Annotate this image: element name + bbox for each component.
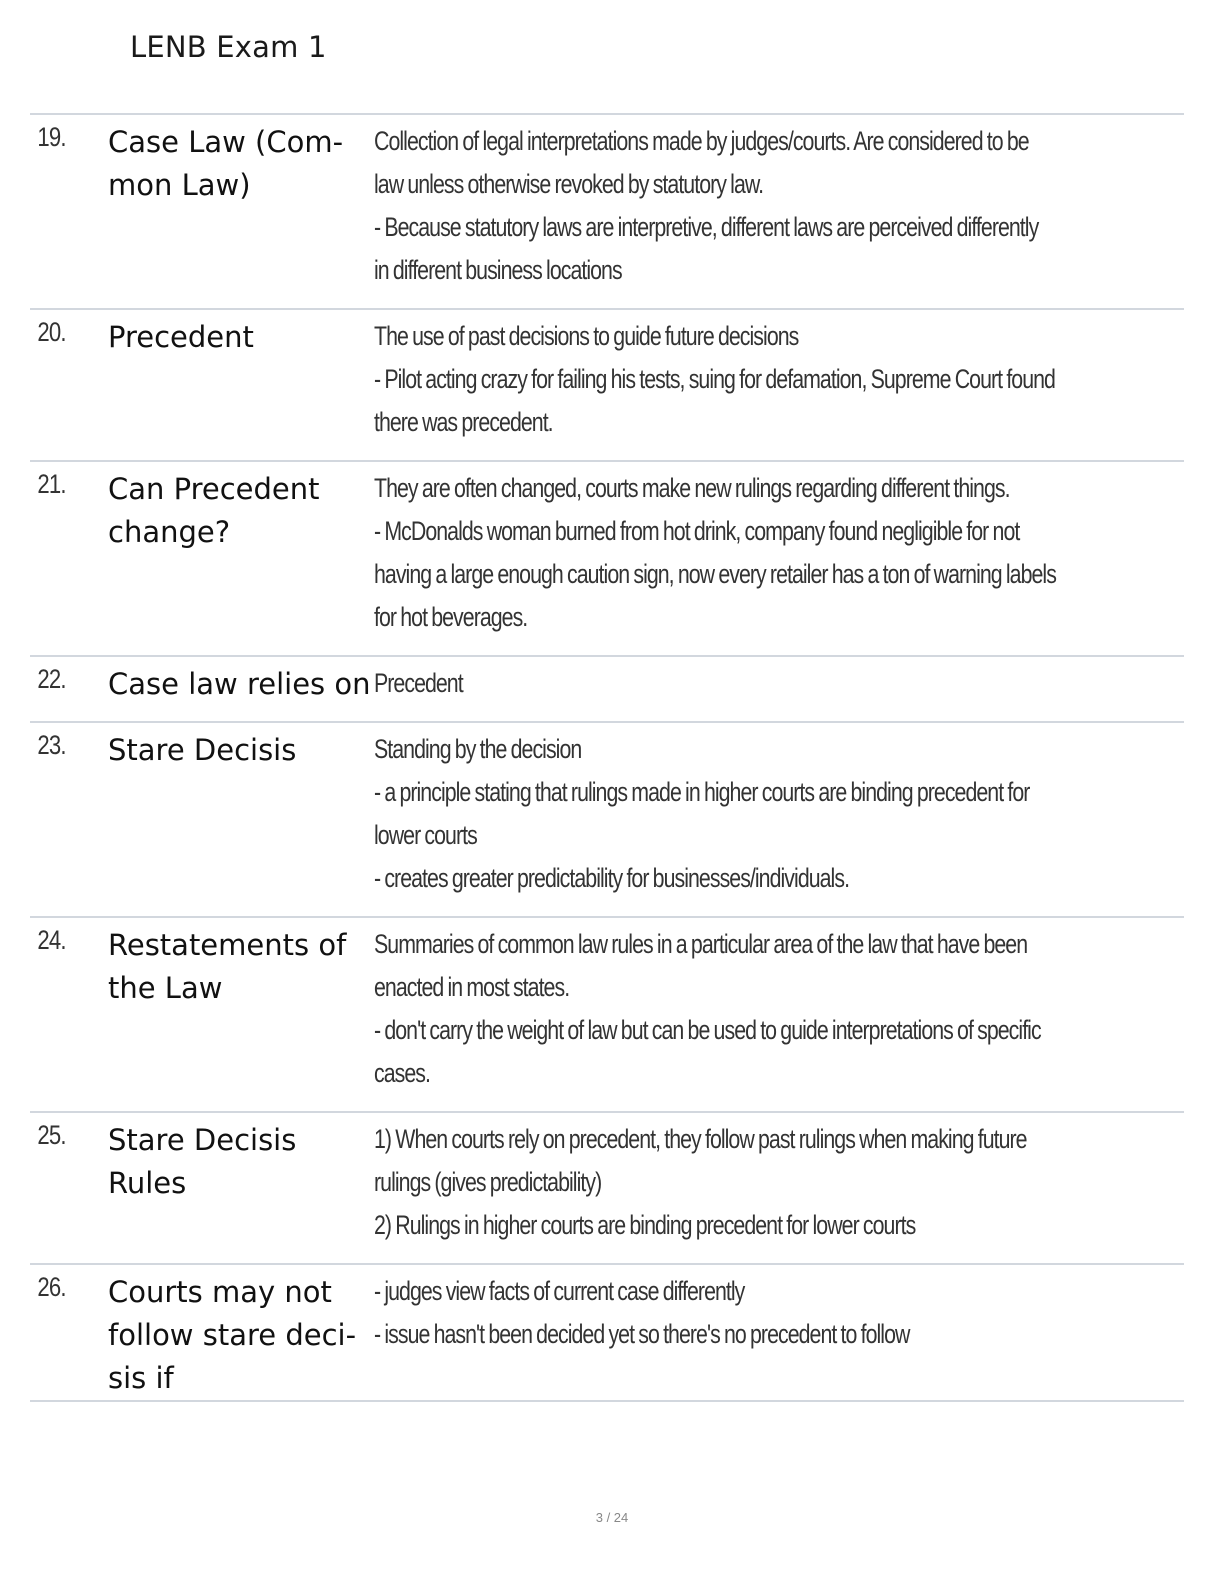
card-term-line: mon Law)	[108, 168, 251, 202]
card-definition-line: lower courts	[374, 820, 477, 850]
card-definition-line: 2) Rulings in higher courts are binding precedent for lower courts	[374, 1210, 916, 1240]
card-definition-line: 1) When courts rely on precedent, they follow past rulings when making future	[374, 1124, 1027, 1154]
card-term	[108, 310, 374, 460]
card-definition-line: They are often changed, courts make new rulings regarding different things.	[374, 473, 1010, 503]
card-number: 23.	[37, 730, 66, 760]
card-number: 24.	[37, 925, 66, 955]
card-term	[108, 462, 374, 655]
card-definition-line: - Pilot acting crazy for failing his tests, suing for defamation, Supreme Court found	[374, 364, 1055, 394]
card-definition-line: cases.	[374, 1058, 430, 1088]
card-definition-line: The use of past decisions to guide future decisions	[374, 321, 799, 351]
card-term-line: Can Precedent	[108, 472, 320, 506]
card-term-line: Rules	[108, 1166, 187, 1200]
card-term-line: Case Law (Com-	[108, 125, 344, 159]
card-definition-line: in different business locations	[374, 255, 622, 285]
card-definition	[374, 657, 1184, 721]
card-definition-line: enacted in most states.	[374, 972, 570, 1002]
card-row	[30, 916, 1184, 1111]
card-row	[30, 1111, 1184, 1263]
card-term-line: Case law relies on	[108, 667, 371, 701]
card-definition-line: for hot beverages.	[374, 602, 528, 632]
card-term-line: Precedent	[108, 320, 254, 354]
card-term	[108, 1265, 374, 1400]
card-definition-line: - issue hasn't been decided yet so there's no precedent to follow	[374, 1319, 910, 1349]
card-definition	[374, 918, 1218, 1111]
card-term-line: Courts may not	[108, 1275, 332, 1309]
card-term-line: sis if	[108, 1361, 174, 1395]
card-definition-line: - judges view facts of current case differently	[374, 1276, 745, 1306]
document-title: LENB Exam 1	[130, 30, 327, 64]
card-row	[30, 113, 1184, 308]
card-definition	[374, 462, 1224, 655]
card-row	[30, 655, 1184, 721]
card-number: 21.	[37, 469, 66, 499]
card-definition	[374, 310, 1224, 460]
card-definition	[374, 723, 1204, 916]
card-definition	[374, 115, 1215, 308]
card-definition-line: law unless otherwise revoked by statutory law.	[374, 169, 764, 199]
card-row	[30, 460, 1184, 655]
card-definition-line: - creates greater predictability for businesses/individuals.	[374, 863, 850, 893]
card-definition-line: - don't carry the weight of law but can be used to guide interpretations of specific	[374, 1015, 1041, 1045]
card-definition-line: Summaries of common law rules in a particular area of the law that have been	[374, 929, 1028, 959]
card-row	[30, 1263, 1184, 1402]
card-row	[30, 721, 1184, 916]
card-number: 25.	[37, 1120, 66, 1150]
card-term-line: the Law	[108, 971, 223, 1005]
flashcard-table	[30, 113, 1184, 1402]
card-number: 19.	[37, 122, 66, 152]
card-definition-line: rulings (gives predictability)	[374, 1167, 602, 1197]
card-term-line: Stare Decisis	[108, 1123, 297, 1157]
card-definition	[374, 1113, 1200, 1263]
card-term	[108, 723, 374, 916]
card-definition-line: there was precedent.	[374, 407, 553, 437]
card-number: 26.	[37, 1272, 66, 1302]
card-term	[108, 657, 374, 721]
card-term	[108, 115, 374, 308]
card-number: 22.	[37, 664, 66, 694]
card-term	[108, 1113, 374, 1263]
card-term-line: Restatements of	[108, 928, 347, 962]
card-number: 20.	[37, 317, 66, 347]
card-term-line: change?	[108, 515, 231, 549]
page-indicator: 3 / 24	[595, 1510, 629, 1525]
card-definition	[374, 1265, 1184, 1400]
card-term	[108, 918, 374, 1111]
card-term-line: follow stare deci-	[108, 1318, 357, 1352]
card-definition-line: - Because statutory laws are interpretive, different laws are perceived differently	[374, 212, 1039, 242]
card-definition-line: - a principle stating that rulings made in higher courts are binding precedent for	[374, 777, 1030, 807]
card-definition-line: Collection of legal interpretations made by judges/courts. Are considered to be	[374, 126, 1029, 156]
card-definition-line: Standing by the decision	[374, 734, 582, 764]
card-row	[30, 308, 1184, 460]
card-definition-line: - McDonalds woman burned from hot drink, company found negligible for not	[374, 516, 1020, 546]
card-definition-line: Precedent	[374, 668, 463, 698]
card-definition-line: having a large enough caution sign, now every retailer has a ton of warning labels	[374, 559, 1056, 589]
card-term-line: Stare Decisis	[108, 733, 297, 767]
